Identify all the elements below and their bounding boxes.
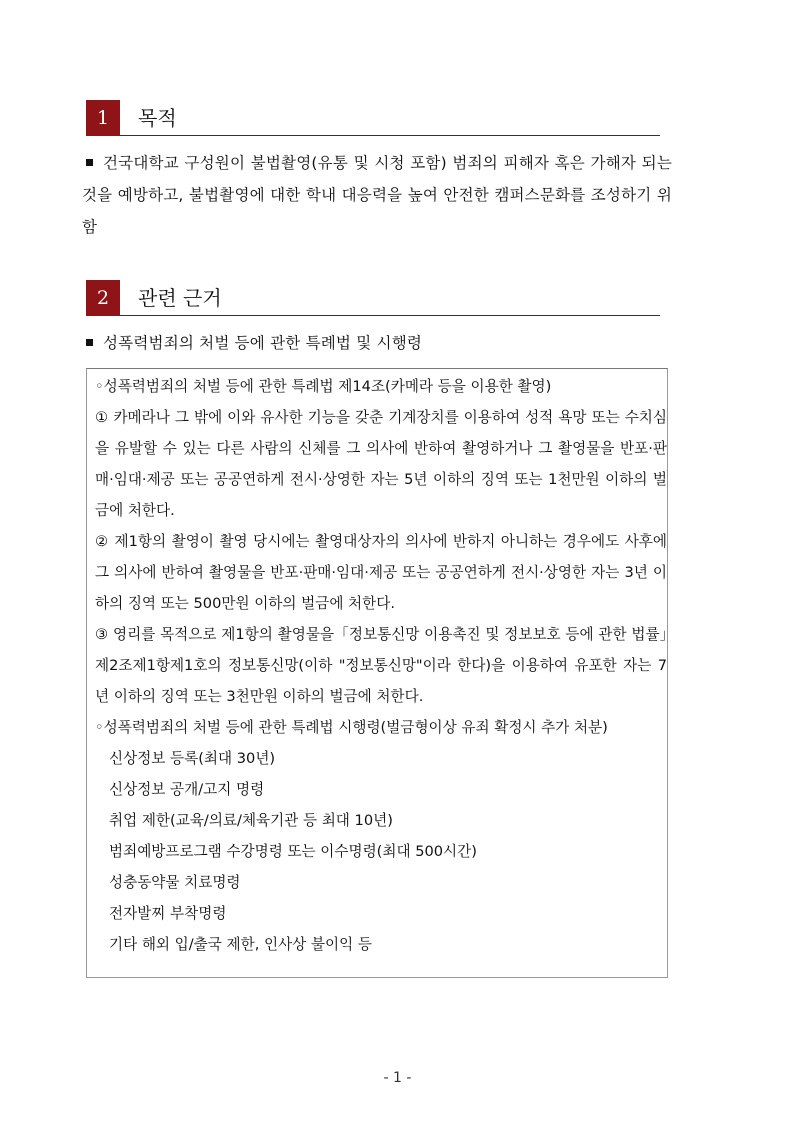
section-number-badge: 2 bbox=[86, 280, 120, 316]
basis-bullet bbox=[82, 327, 672, 359]
basis-bullet-text: 성폭력범죄의 처벌 등에 관한 특례법 및 시행령 bbox=[103, 334, 423, 352]
decree-item: 전자발찌 부착명령 bbox=[109, 905, 227, 922]
law-heading: ◦성폭력범죄의 처벌 등에 관한 특례법 제14조(카메라 등을 이용한 촬영) bbox=[95, 378, 552, 395]
decree-item: 취업 제한(교육/의료/체육기관 등 최대 10년) bbox=[109, 812, 393, 829]
purpose-paragraph bbox=[82, 147, 672, 243]
law-clause-2: ② 제1항의 촬영이 촬영 당시에는 촬영대상자의 의사에 반하지 아니하는 경우에도 사후에 그 의사에 반하여 촬영물을 반포·판매·임대·제공 또는 공공연하게 전시·상영한 자는 3년 이하의 징역 또는 500만원 이하의 벌금에 처한다. bbox=[95, 533, 667, 612]
section-title: 목적 bbox=[138, 106, 177, 130]
square-bullet-icon bbox=[86, 339, 93, 346]
decree-item: 범죄예방프로그램 수강명령 또는 이수명령(최대 500시간) bbox=[109, 843, 477, 860]
square-bullet-icon bbox=[86, 159, 93, 166]
decree-item: 기타 해외 입/출국 제한, 인사상 불이익 등 bbox=[109, 936, 372, 953]
section-divider bbox=[120, 135, 660, 136]
decree-item: 신상정보 공개/고지 명령 bbox=[109, 781, 265, 798]
decree-item: 신상정보 등록(최대 30년) bbox=[109, 750, 276, 767]
section-header-purpose bbox=[86, 100, 660, 136]
decree-item: 성충동약물 치료명령 bbox=[109, 874, 241, 891]
section-title: 관련 근거 bbox=[138, 286, 222, 310]
law-clause-3: ③ 영리를 목적으로 제1항의 촬영물을「정보통신망 이용촉진 및 정보보호 등에 관한 법률」제2조제1항제1호의 정보통신망(이하 "정보통신망"이라 한다)을 이용하여 유포한 자는 7년 이하의 징역 또는 3천만원 이하의 벌금에 처한다. bbox=[95, 626, 667, 705]
page-number: - 1 - bbox=[383, 1070, 412, 1086]
law-excerpt-content bbox=[95, 371, 667, 960]
law-clause-1: ① 카메라나 그 밖에 이와 유사한 기능을 갖춘 기계장치를 이용하여 성적 욕망 또는 수치심을 유발할 수 있는 다른 사람의 신체를 그 의사에 반하여 촬영하거나 그 촬영물을 반포·판매·임대·제공 또는 공공연하게 전시·상영한 자는 5년 이하의 징역 또는 1천만원 이하의 벌금에 처한다. bbox=[95, 409, 667, 519]
purpose-text: 건국대학교 구성원이 불법촬영(유통 및 시청 포함) 범죄의 피해자 혹은 가해자 되는 것을 예방하고, 불법촬영에 대한 학내 대응력을 높여 안전한 캠퍼스문화를 조성하기 위함 bbox=[82, 154, 672, 236]
section-header-basis bbox=[86, 280, 660, 316]
decree-heading: ◦성폭력범죄의 처벌 등에 관한 특례법 시행령(벌금형이상 유죄 확정시 추가 처분) bbox=[95, 719, 608, 736]
section-divider bbox=[120, 315, 660, 316]
section-number-badge: 1 bbox=[86, 100, 120, 136]
law-excerpt-box bbox=[86, 368, 668, 978]
